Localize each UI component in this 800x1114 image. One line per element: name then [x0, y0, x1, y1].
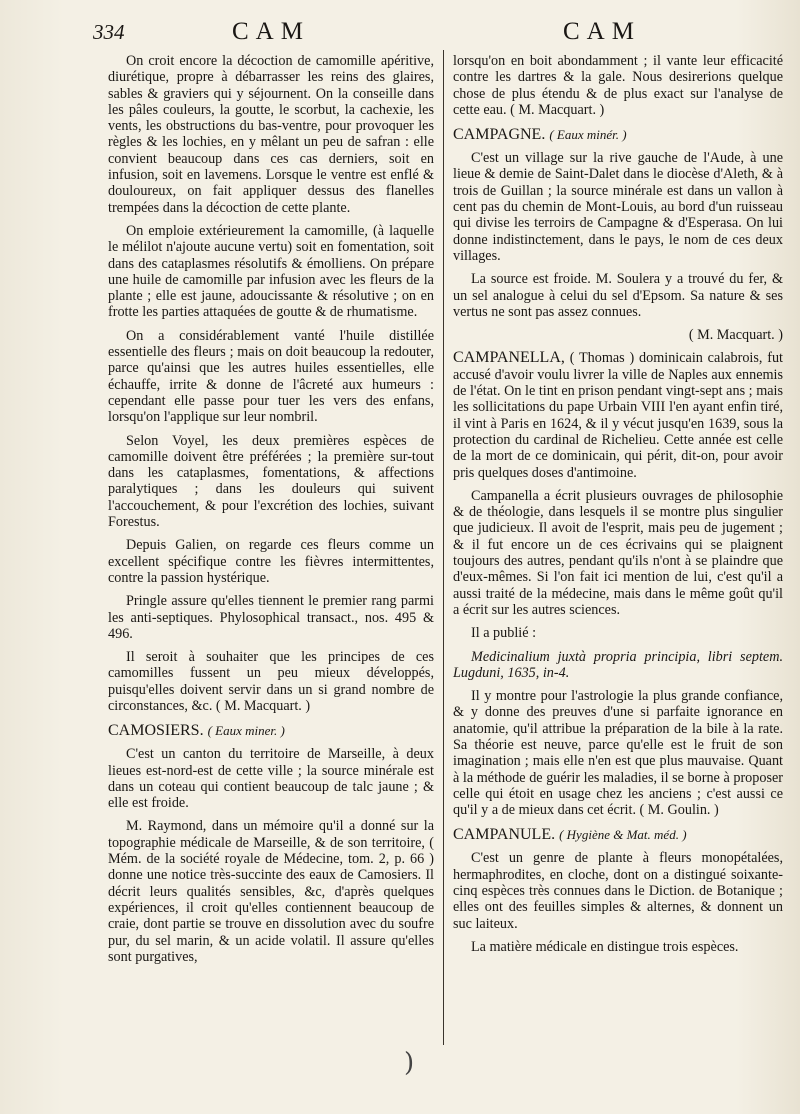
column-rule [443, 50, 444, 1045]
bottom-mark: ) [404, 1048, 415, 1078]
paragraph: On croit encore la décoction de camomille apéritive, diurétique, propre à débarrasser les reins des glaires, sables & graviers qui y séjournent. On la conseille dans les pâles couleurs, la goutte, le scorbut, la cachexie, les vents, les obstructions du bas-ventre, pour provoquer les règles & les lochies, en y mêlant un peu de safran : elle convient beaucoup dans ces cas derniers, soit en infusion, soit en lavemens. Lorsque le ventre est enflé & douloureux, on fait appliquer dessus des flanelles trempées dans la décoction de cette plante. [108, 53, 434, 216]
running-head-right: CAM [563, 18, 641, 45]
paragraph: Pringle assure qu'elles tiennent le premier rang parmi les anti-septiques. Phylosophical transact., nos. 495 & 496. [108, 593, 434, 642]
entry-title: CAMOSIERS. [108, 722, 204, 740]
paragraph: lorsqu'on en boit abondamment ; il vante leur efficacité contre les dartres & la gale. Nous desirerions quelque chose de plus étendu & de plus exact sur l'analyse de cette eau. ( M. Macquart. ) [453, 53, 783, 118]
paragraph: La source est froide. M. Soulera y a trouvé du fer, & un sel analogue à celui du sel d'Epsom. Sa nature & ses vertus ne sont pas assez connues. [453, 271, 783, 320]
entry-source: ( Eaux minér. ) [549, 127, 627, 143]
paragraph: C'est un canton du territoire de Marseille, à deux lieues est-nord-est de cette ville ; la source minérale est dans un coteau qui contient beaucoup de talc jaune ; & elle est froide. [108, 746, 434, 812]
running-head-left: CAM [232, 18, 310, 45]
paragraph: ( Thomas ) dominicain calabrois, fut accusé d'avoir voulu livrer la ville de Naples aux ennemis de l'état. On le tint en prison pendant vingt-sept ans ; mais les sollicitations du pape Urbain VIII l'en ayant enfin tiré, il vint à Paris en 1624, & il y vécut jusqu'en 1639, sous la protection du cardinal de Richelieu. Cette année est celle de la mort de ce dominicain, qui périt, dit-on, pour avoir pris quelques doses d'antimoine. [453, 350, 783, 481]
paragraph: C'est un village sur la rive gauche de l'Aude, à une lieue & demie de Saint-Dalet dans le diocèse d'Aleth, & à trois de Guillan ; la source minérale est dans un vallon à cent pas du chemin de Mont-Louis, au bord d'un ruisseau qui divise les terroirs de Campagne & d'Esperasa. On lui donne indistinctement, dans le pays, le nom de ces deux villages. [453, 150, 783, 264]
entry-heading-campagne [453, 125, 783, 144]
entry-heading-campanule [453, 825, 783, 844]
right-column [453, 53, 783, 962]
entry-campanella [453, 350, 783, 480]
paragraph: Il y montre pour l'astrologie la plus grande confiance, & y donne des preuves d'une si parfaite ignorance en anatomie, qu'il attribue la préparation de la bile à la rate. Sa théorie est neuve, parce qu'elle est le fruit de son imagination ; mais elle n'en est que plus mauvaise. Quant à la méthode de guérir les maladies, il se borne à proposer celle qui étoit en usage chez les anciens ; c'est aussi ce qu'il y a de mieux dans cet écrit. ( M. Goulin. ) [453, 688, 783, 819]
paragraph: Il a publié : [471, 625, 537, 642]
citation: Medicinalium juxtà propria principia, libri septem. Lugduni, 1635, in-4. [453, 648, 783, 681]
paragraph: M. Raymond, dans un mémoire qu'il a donné sur la topographie médicale de Marseille, & de son territoire, ( Mém. de la société royale de Médecine, tom. 2, p. 66 ) donne une notice très-succinte des eaux de Camosiers. Il décrit leurs qualités sensibles, &c, d'après quelques expériences, il croit qu'elles contiennent beaucoup de craie, dont partie se trouve en dissolution avec du soufre pur, du sel marin, & un acide volatil. Il assure qu'elles sont purgatives, [108, 818, 434, 965]
paragraph: Depuis Galien, on regarde ces fleurs comme un excellent spécifique contre les fièvres intermittentes, contre la passion hystérique. [108, 537, 434, 586]
paragraph: Selon Voyel, les deux premières espèces de camomille doivent être préférées ; la première sur-tout dans les cataplasmes, fomentations, & affections paralytiques ; dans les douleurs qui suivent l'accouchement, & pour l'excrétion des lochies, suivant Forestus. [108, 432, 434, 531]
entry-source: ( Eaux miner. ) [207, 723, 285, 739]
paragraph: La matière médicale en distingue trois espèces. [471, 938, 739, 955]
page-header [0, 18, 800, 48]
paragraph: On emploie extérieurement la camomille, (à laquelle le mélilot n'ajoute aucune vertu) soit en fomentation, soit dans des cataplasmes résolutifs & émolliens. On prépare une huile de camomille par infusion avec les fleurs de la plante ; elle est jaune, adoucissante & résolutive ; on en frotte les parties attaquées de goutte & de rhumatisme. [108, 222, 434, 321]
author-signature: ( M. Macquart. ) [688, 327, 783, 344]
entry-source: ( Hygiène & Mat. méd. ) [559, 827, 687, 843]
paragraph: Il seroit à souhaiter que les principes de ces camomilles fussent un peu mieux développés, puisqu'elles doivent servir dans un si grand nombre de circonstances, &c. ( M. Macquart. ) [108, 649, 434, 714]
entry-title: CAMPAGNE. [453, 126, 546, 144]
entry-title: CAMPANULE. [453, 826, 556, 844]
entry-title: CAMPANELLA, [453, 349, 565, 367]
paragraph: Campanella a écrit plusieurs ouvrages de philosophie & de théologie, dans lesquels il se montre plus singulier que judicieux. Il avoit de l'esprit, mais peu de jugement ; & il fut encore un de ces écrivains qui se plaignent toujours des autres, pendant qu'ils n'ont à se plaindre que d'eux-mêmes. Si l'on fait ici mention de lui, c'est qu'il a aussi traité de la médecine, mais dans le même goût qu'il a écrit sur les autres sciences. [453, 487, 783, 618]
page-number: 334 [93, 20, 125, 44]
left-column [108, 53, 434, 972]
entry-heading-camosiers [108, 721, 434, 740]
paragraph: C'est un genre de plante à fleurs monopétalées, hermaphrodites, en cloche, dont on a distingué soixante-cinq espèces très connues dans le Diction. de Botanique ; elles ont des feuilles simples & alternes, & donnent un suc laiteux. [453, 850, 783, 932]
paragraph: On a considérablement vanté l'huile distillée essentielle des fleurs ; mais on doit beaucoup la redouter, parce qu'ainsi que les autres huiles essentielles, elle échauffe, irrite & donne de l'âcreté aux humeurs : cependant elle passe pour tuer les vers des enfans, lorsqu'on l'applique sur leur nombril. [108, 327, 434, 426]
